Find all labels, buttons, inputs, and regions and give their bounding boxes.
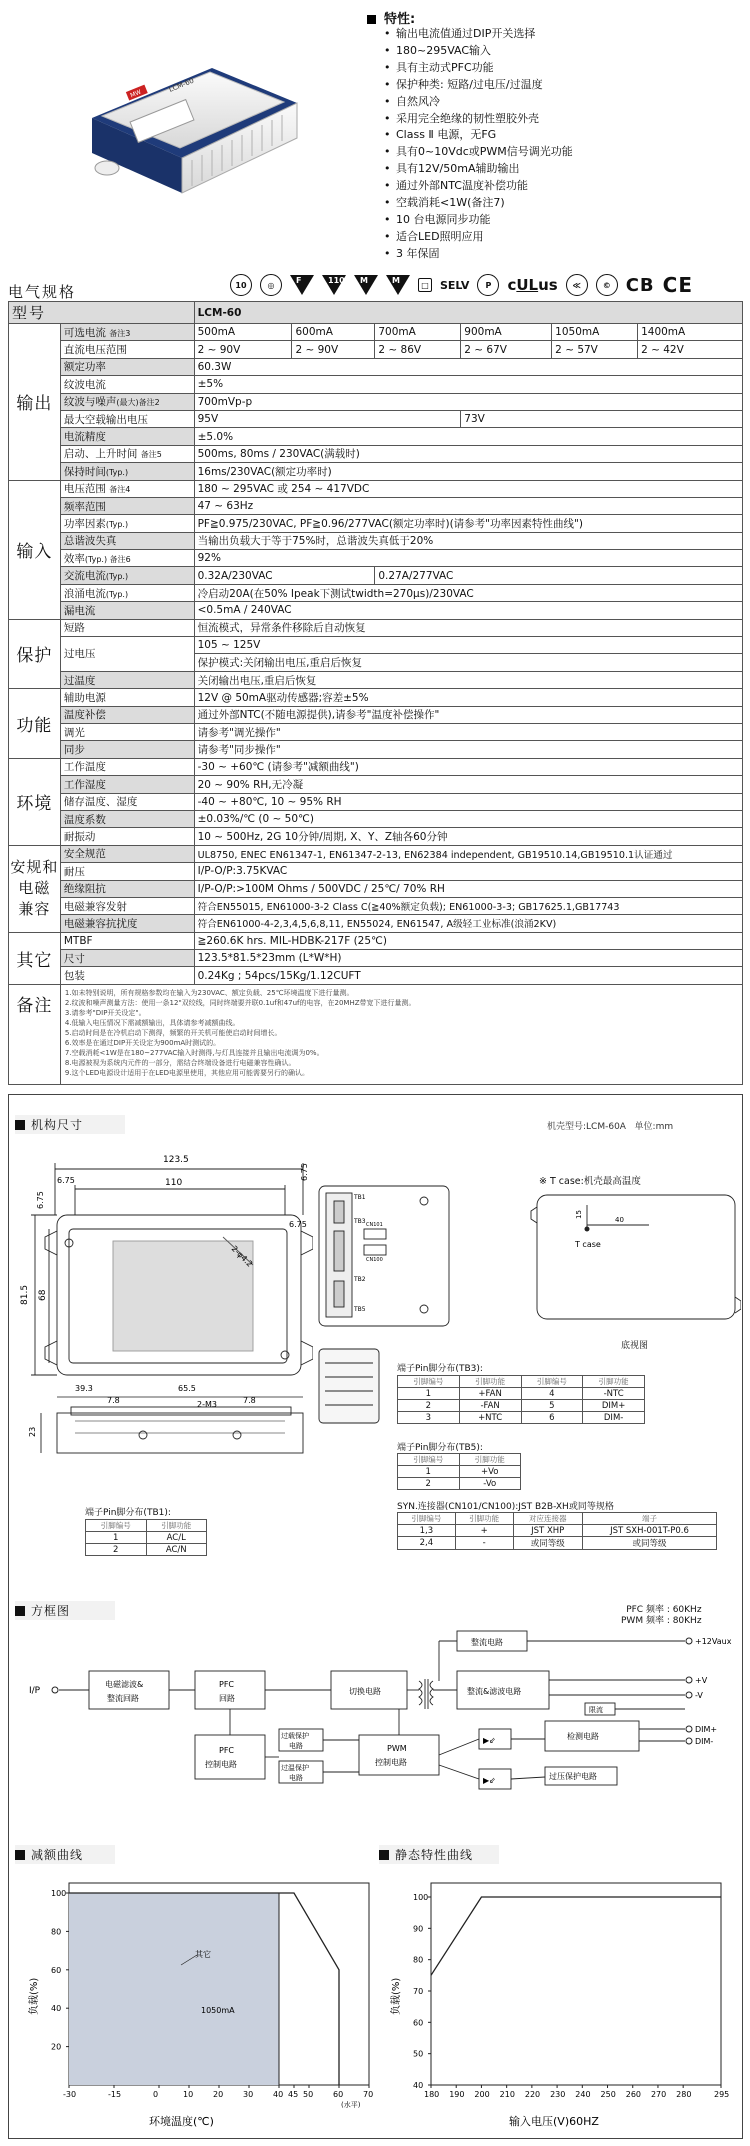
freq-info: PFC 频率 : 60KHz PWM 频率 : 80KHz: [621, 1605, 702, 1626]
derating-ylabel: 负载(%): [29, 1977, 40, 2015]
table-row: 温度系数 ±0.03%/℃ (0 ~ 50℃): [9, 810, 743, 827]
optocoupler-icon: ▶⇙: [483, 1776, 496, 1785]
feature-item: • 180~295VAC输入: [384, 43, 573, 60]
pfc-label: 回路: [219, 1694, 235, 1703]
table-row: 安规和 电磁 兼容 安全规范 UL8750, ENEC EN61347-1, EN61347-2-13, EN62384 independent, GB19510.14,GB19510.1认证通过: [9, 845, 743, 862]
y-tick-label: 80: [51, 1927, 62, 1937]
spec-title: 电气规格: [8, 283, 77, 301]
table-row: 频率范围 47 ~ 63Hz: [9, 497, 743, 514]
y-tick-label: 40: [413, 2081, 424, 2090]
tcase-label: T case: [575, 1240, 601, 1249]
derating-chart: [19, 1875, 379, 2135]
table-row: 直流电压范围 2 ~ 90V 2 ~ 90V 2 ~ 86V 2 ~ 67V 2 ~ 57V 2 ~ 42V: [9, 341, 743, 358]
tb1-title: 端子Pin脚分布(TB1):: [85, 1508, 171, 1518]
bottom-view-label: 底视图: [621, 1341, 649, 1351]
dim-123-5: 123.5: [163, 1155, 189, 1165]
feature-item: • 保护种类: 短路/过电压/过温度: [384, 77, 573, 94]
table-row: 电磁兼容发射 符合EN55015, EN61000-3-2 Class C(≧40%额定负载); EN61000-3-3; GB17625.1,GB17743: [9, 897, 743, 914]
derating-horizontal: (水平): [341, 2101, 361, 2109]
features-list: [384, 26, 573, 263]
cn-label: CN100: [366, 1257, 383, 1263]
static-header: 静态特性曲线: [379, 1845, 499, 1864]
x-tick-label: 270: [650, 2090, 667, 2099]
x-tick-label: 210: [499, 2090, 515, 2099]
y-tick-label: 60: [51, 1965, 62, 1975]
table-row: 工作湿度 20 ~ 90% RH,无冷凝: [9, 776, 743, 793]
x-tick-label: 230: [550, 2090, 566, 2099]
cert-m-icon: M: [354, 275, 378, 295]
table-row: 额定功率 60.3W: [9, 358, 743, 375]
product-image: [72, 48, 302, 198]
block-header: 方框图: [15, 1601, 115, 1620]
mech-terminal-view: [314, 1181, 454, 1331]
cert-class2-icon: □: [418, 278, 432, 292]
feature-item: • 具有0~10Vdc或PWM信号调光功能: [384, 144, 573, 161]
table-row: 输入 电压范围 备注4 180 ~ 295VAC 或 254 ~ 417VDC: [9, 480, 743, 497]
cn-label: CN101: [366, 1222, 383, 1228]
x-tick-label: 260: [625, 2090, 642, 2099]
x-tick-label: -30: [63, 2090, 77, 2099]
table-row: 电磁兼容抗扰度 符合EN61000-4-2,3,4,5,6,8,11, EN55024, EN61547, A级轻工业标准(浪涌2KV): [9, 915, 743, 932]
rect-label: 整流回路: [107, 1694, 139, 1703]
emi-label: 电磁滤波&: [105, 1680, 144, 1689]
y-tick-label: 20: [51, 2042, 62, 2052]
dim-110: 110: [165, 1178, 183, 1188]
mech-bottom-view: [529, 1187, 741, 1327]
otp-label: 过温保护: [281, 1764, 309, 1772]
table-row: 效率(Typ.) 备注6 92%: [9, 550, 743, 567]
optocoupler-icon: ▶⇙: [483, 1736, 496, 1745]
table-row: 功能 辅助电源 12V @ 50mA驱动传感器;容差±5%: [9, 689, 743, 706]
x-tick-label: 40: [273, 2090, 284, 2099]
table-row: 总谐波失真 当输出负载大于等于75%时，总谐波失真低于20%: [9, 532, 743, 549]
x-tick-label: -15: [108, 2090, 122, 2099]
tb3-table: 引脚编号 引脚功能 引脚编号 引脚功能 1 +FAN 4 -NTC 2 -FAN 5 DIM+ 3 +NTC 6 DIM-: [397, 1375, 645, 1424]
dimm-label: DIM-: [695, 1737, 714, 1746]
tb3-title: 端子Pin脚分布(TB3):: [397, 1364, 483, 1374]
x-tick-label: 200: [474, 2090, 490, 2099]
table-row: 启动、上升时间 备注5 500ms, 80ms / 230VAC(满载时): [9, 445, 743, 462]
table-row: 储存温度、湿度 -40 ~ +80℃, 10 ~ 95% RH: [9, 793, 743, 810]
ovp2-label: 过压保护电路: [549, 1772, 597, 1781]
feature-item: • 具有主动式PFC功能: [384, 60, 573, 77]
dim-6-75: 6.75: [36, 1191, 45, 1209]
x-tick-label: 70: [363, 2090, 374, 2099]
x-tick-label: 0: [153, 2090, 159, 2099]
aux-label: +12Vaux: [695, 1637, 732, 1646]
x-tick-label: 250: [600, 2090, 616, 2099]
cert-ccc-icon: ◎: [260, 274, 282, 296]
static-xlabel: 输入电压(V)60HZ: [509, 2115, 599, 2128]
y-tick-label: 50: [413, 2049, 424, 2059]
x-tick-label: 30: [243, 2090, 254, 2099]
static-line: [431, 1897, 721, 1975]
feature-item: • 具有12V/50mA辅助输出: [384, 161, 573, 178]
derating-xlabel: 环境温度(℃): [149, 2115, 214, 2128]
x-tick-label: 20: [213, 2090, 224, 2099]
dim-7-8: 7.8: [243, 1396, 256, 1405]
tb-label: TB1: [354, 1194, 366, 1201]
dim-2-phi: 2-φ4.2: [229, 1244, 255, 1269]
dim-6-75: 6.75: [57, 1176, 75, 1185]
dim-39-3: 39.3: [75, 1384, 93, 1393]
dim-23: 23: [28, 1426, 37, 1437]
dim-40: 40: [615, 1216, 624, 1224]
block-diagram: [9, 1625, 744, 1825]
features-title: 特性:: [367, 8, 415, 27]
x-tick-label: 295: [714, 2090, 730, 2099]
table-row: 耐压 I/P-O/P:3.75KVAC: [9, 863, 743, 880]
x-tick-label: 45: [288, 2090, 299, 2099]
table-row: 尺寸 123.5*81.5*23mm (L*W*H): [9, 950, 743, 967]
table-row: 漏电流 <0.5mA / 240VAC: [9, 602, 743, 619]
table-row: 同步 请参考"同步操作": [9, 741, 743, 758]
rect2-label: 整流电路: [471, 1638, 503, 1647]
tb5-table: 引脚编号 引脚功能 1 +Vo 2 -Vo: [397, 1453, 521, 1490]
cert-ul-icon: cULus: [507, 276, 558, 294]
dimp-label: DIM+: [695, 1725, 718, 1734]
dim-65-5: 65.5: [178, 1384, 196, 1393]
table-row: 调光 请参考"调光操作": [9, 723, 743, 740]
tb-label: TB2: [354, 1276, 366, 1283]
table-row: 耐振动 10 ~ 500Hz, 2G 10分钟/周期, X、Y、Z轴各60分钟: [9, 828, 743, 845]
table-row: 绝缘阻抗 I/P-O/P:>100M Ohms / 500VDC / 25℃/ 70% RH: [9, 880, 743, 897]
ovp-label: 电路: [289, 1742, 303, 1750]
tb5-title: 端子Pin脚分布(TB5):: [397, 1443, 483, 1453]
table-row: 包装 0.24Kg ; 54pcs/15Kg/1.12CUFT: [9, 967, 743, 984]
feature-item: • 通过外部NTC温度补偿功能: [384, 178, 573, 195]
table-row: 环境 工作温度 -30 ~ +60℃ (请参考"减额曲线"): [9, 758, 743, 775]
tb-label: TB5: [354, 1306, 366, 1313]
mech-top-view: [13, 1145, 313, 1465]
cert-cb-icon: CB: [625, 274, 655, 296]
otp-label: 电路: [289, 1774, 303, 1782]
table-row: 保护模式:关闭输出电压,重启后恢复: [9, 654, 743, 671]
dim-15: 15: [575, 1210, 583, 1219]
syn-title: SYN.连接器(CN101/CN100):JST B2B-XH或同等规格: [397, 1502, 614, 1512]
notes-row: 备注 1.如未特别说明，所有规格参数均在输入为230VAC、额定负载、25℃环境温度下进行量测。 2.纹波和噪声测量方法：使用一条12"双绞线，同时终端要并联0.1uf和47uf的电容，在20MHZ带宽下进行量测。 3.请参考"DIP开关设定"。 4.低输入电压情况下需减额输出，具体请参考减额曲线。 5.启动时间是在冷机启动下测得，频繁的开关机可能使启动时间增长。 6.效率是在通过DIP开关设定为900mA时测试的。 7.空载消耗<1W是在180~277VAC输入时测得,与灯具连接并且输出电流调为0%。 8.电源被视为系统内元件的一部分，需结合终端设备进行电磁兼容性确认。 9.这个LED电源设计适用于在LED电源里使用，其他应用可能需要另行的确认。: [9, 984, 743, 1084]
table-row: 电流精度 ±5.0%: [9, 428, 743, 445]
cert-lvd-icon: ≪: [566, 274, 588, 296]
table-row: 浪涌电流(Typ.) 冷启动20A(在50% Ipeak下测试twidth=270μs)/230VAC: [9, 584, 743, 601]
feature-item: • Class Ⅱ 电源，无FG: [384, 127, 573, 144]
static-chart: [381, 1875, 741, 2135]
dim-7-8: 7.8: [107, 1396, 120, 1405]
x-tick-label: 240: [575, 2090, 591, 2099]
syn-table: 引脚编号 引脚功能 对应连接器 端子 1,3 + JST XHP JST SXH-001T-P0.6 2,4 - 或同等级 或同等级: [397, 1512, 717, 1550]
cert-110-icon: 110: [322, 275, 346, 295]
tb-label: TB3: [354, 1218, 366, 1225]
brand-text: MW: [129, 88, 143, 100]
cert-p-icon: P: [477, 274, 499, 296]
dim-6-75: 6.75: [300, 1163, 309, 1181]
feature-item: • 空载消耗<1W(备注7): [384, 195, 573, 212]
cert-enec-icon: 10: [230, 274, 252, 296]
mech-header: 机构尺寸: [15, 1115, 125, 1134]
table-row: 保护 短路 恒流模式，异常条件移除后自动恢复: [9, 619, 743, 636]
pfc-label: PFC: [219, 1680, 235, 1689]
tcase-point-icon: [585, 1227, 590, 1232]
table-row: 纹波电流 ±5%: [9, 376, 743, 393]
tb1-table: 引脚编号 引脚功能 1 AC/L 2 AC/N: [85, 1519, 207, 1556]
table-row: 功率因素(Typ.) PF≧0.975/230VAC, PF≧0.96/277VAC(额定功率时)(请参考"功率因素特性曲线"): [9, 515, 743, 532]
detect-label: 检测电路: [567, 1732, 599, 1741]
cert-f-icon: F: [290, 275, 314, 295]
x-tick-label: 10: [183, 2090, 194, 2099]
static-ylabel: 负载(%): [391, 1977, 402, 2015]
table-row: 温度补偿 通过外部NTC(不随电源提供),请参考"温度补偿操作": [9, 706, 743, 723]
case-no: 机壳型号:LCM-60A 单位:mm: [547, 1122, 674, 1132]
tcase-title: ※ T case:机壳最高温度: [539, 1176, 641, 1187]
model-row: 型号 LCM-60: [9, 302, 743, 324]
vp-label: +V: [695, 1676, 708, 1685]
dim-68: 68: [38, 1289, 48, 1301]
mech-side-view: [309, 1343, 389, 1429]
dim-6-75: 6.75: [289, 1220, 307, 1229]
y-tick-label: 40: [51, 2004, 62, 2014]
dim-2-m3: 2-M3: [197, 1400, 217, 1409]
derating-annotation: 1050mA: [201, 2006, 235, 2015]
rect-filter-label: 整流&滤波电路: [467, 1687, 522, 1696]
x-tick-label: 60: [333, 2090, 344, 2099]
table-row: 纹波与噪声(最大)备注2 700mVp-p: [9, 393, 743, 410]
feature-item: • 3 年保固: [384, 246, 573, 263]
table-row: 过电压 105 ~ 125V: [9, 637, 743, 654]
pfc-ctl-label: 控制电路: [205, 1760, 237, 1769]
ip-label: I/P: [29, 1686, 41, 1696]
pfc-ctl-label: PFC: [219, 1746, 235, 1755]
feature-item: • 自然风冷: [384, 94, 573, 111]
cert-row: [230, 272, 693, 298]
x-tick-label: 190: [449, 2090, 465, 2099]
cert-ccc2-icon: ©: [596, 274, 618, 296]
cert-mm-icon: M: [386, 275, 410, 295]
feature-item: • 10 台电源同步功能: [384, 212, 573, 229]
pwm-label: PWM: [387, 1744, 407, 1753]
x-tick-label: 180: [424, 2090, 440, 2099]
drawings-panel: [8, 1094, 743, 2139]
derating-other-label: 其它: [195, 1950, 211, 1959]
y-tick-label: 70: [413, 1987, 424, 1996]
vm-label: -V: [695, 1691, 703, 1700]
limit-label: 限流: [589, 1706, 603, 1714]
spec-table: [8, 301, 743, 1085]
table-row: 交流电流(Typ.) 0.32A/230VAC 0.27A/277VAC: [9, 567, 743, 584]
ovp-label: 过载保护: [281, 1732, 309, 1740]
dim-81-5: 81.5: [20, 1284, 30, 1305]
y-tick-label: 100: [51, 1889, 67, 1898]
y-tick-label: 90: [413, 1924, 424, 1934]
feature-item: • 输出电流值通过DIP开关选择: [384, 26, 573, 43]
table-row: 最大空载输出电压 95V 73V: [9, 410, 743, 427]
table-row: 输出 可选电流 备注3 500mA 600mA 700mA 900mA 1050mA 1400mA: [9, 324, 743, 341]
table-row: 保持时间(Typ.) 16ms/230VAC(额定功率时): [9, 463, 743, 480]
cert-selv: SELV: [440, 278, 470, 292]
cert-ce: CE: [662, 273, 693, 297]
y-tick-label: 60: [413, 2018, 424, 2028]
x-tick-label: 220: [524, 2090, 541, 2099]
product-label: LCM-60: [167, 76, 196, 94]
derating-area: [69, 1893, 279, 2085]
y-tick-label: 80: [413, 1955, 424, 1965]
feature-item: • 采用完全绝缘的韧性塑胶外壳: [384, 111, 573, 128]
switch-label: 切换电路: [349, 1687, 381, 1696]
x-tick-label: 280: [676, 2090, 692, 2099]
table-row: 过温度 关闭输出电压,重启后恢复: [9, 671, 743, 688]
table-row: 其它 MTBF ≧260.6K hrs. MIL-HDBK-217F (25℃): [9, 932, 743, 949]
derating-header: 减额曲线: [15, 1845, 115, 1864]
pwm-label: 控制电路: [375, 1758, 407, 1767]
feature-item: • 适合LED照明应用: [384, 229, 573, 246]
x-tick-label: 50: [303, 2090, 314, 2099]
y-tick-label: 100: [413, 1893, 429, 1902]
